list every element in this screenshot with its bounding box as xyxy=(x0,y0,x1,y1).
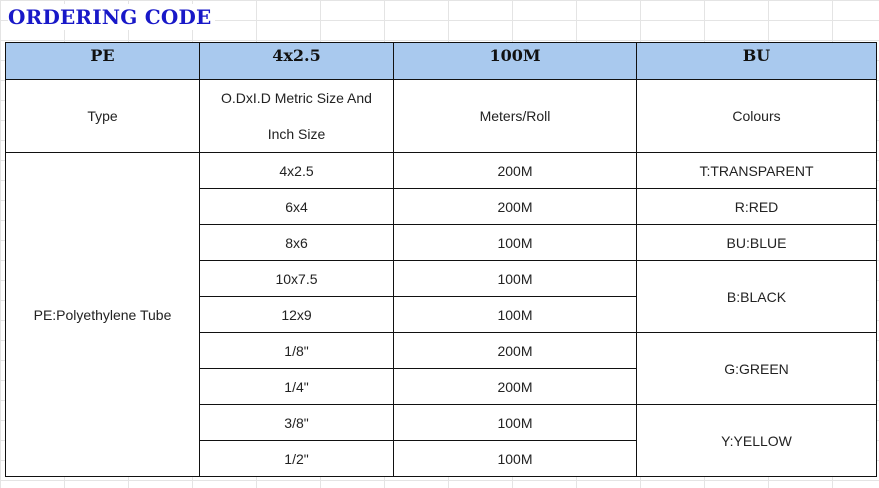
size-cell: 1/2" xyxy=(200,441,394,477)
label-colours: Colours xyxy=(637,80,877,153)
size-cell: 8x6 xyxy=(200,225,394,261)
ordering-code-table xyxy=(5,42,877,477)
header-colour-code: BU xyxy=(637,43,877,80)
header-row xyxy=(6,43,877,80)
size-cell: 4x2.5 xyxy=(200,153,394,189)
meters-cell: 200M xyxy=(394,153,637,189)
label-size-line1: O.DxI.D Metric Size And xyxy=(221,90,372,106)
label-meters: Meters/Roll xyxy=(394,80,637,153)
label-size xyxy=(200,80,394,153)
label-type: Type xyxy=(6,80,200,153)
meters-cell: 100M xyxy=(394,225,637,261)
colour-cell: G:GREEN xyxy=(637,333,877,405)
colour-cell: BU:BLUE xyxy=(637,225,877,261)
header-length-code: 100M xyxy=(394,43,637,80)
size-cell: 3/8" xyxy=(200,405,394,441)
colour-cell: B:BLACK xyxy=(637,261,877,333)
colour-cell: R:RED xyxy=(637,189,877,225)
meters-cell: 200M xyxy=(394,369,637,405)
table-row xyxy=(6,153,877,189)
colour-cell: T:TRANSPARENT xyxy=(637,153,877,189)
meters-cell: 100M xyxy=(394,261,637,297)
header-type-code: PE xyxy=(6,43,200,80)
meters-cell: 100M xyxy=(394,441,637,477)
meters-cell: 200M xyxy=(394,189,637,225)
type-value: PE:Polyethylene Tube xyxy=(6,153,200,477)
meters-cell: 100M xyxy=(394,405,637,441)
meters-cell: 100M xyxy=(394,297,637,333)
size-cell: 12x9 xyxy=(200,297,394,333)
size-cell: 1/8" xyxy=(200,333,394,369)
meters-cell: 200M xyxy=(394,333,637,369)
size-cell: 6x4 xyxy=(200,189,394,225)
page-title: ORDERING CODE xyxy=(8,4,215,30)
size-cell: 10x7.5 xyxy=(200,261,394,297)
colour-cell: Y:YELLOW xyxy=(637,405,877,477)
label-row xyxy=(6,80,877,153)
header-size-code: 4x2.5 xyxy=(200,43,394,80)
size-cell: 1/4" xyxy=(200,369,394,405)
label-size-line2: Inch Size xyxy=(267,126,326,142)
